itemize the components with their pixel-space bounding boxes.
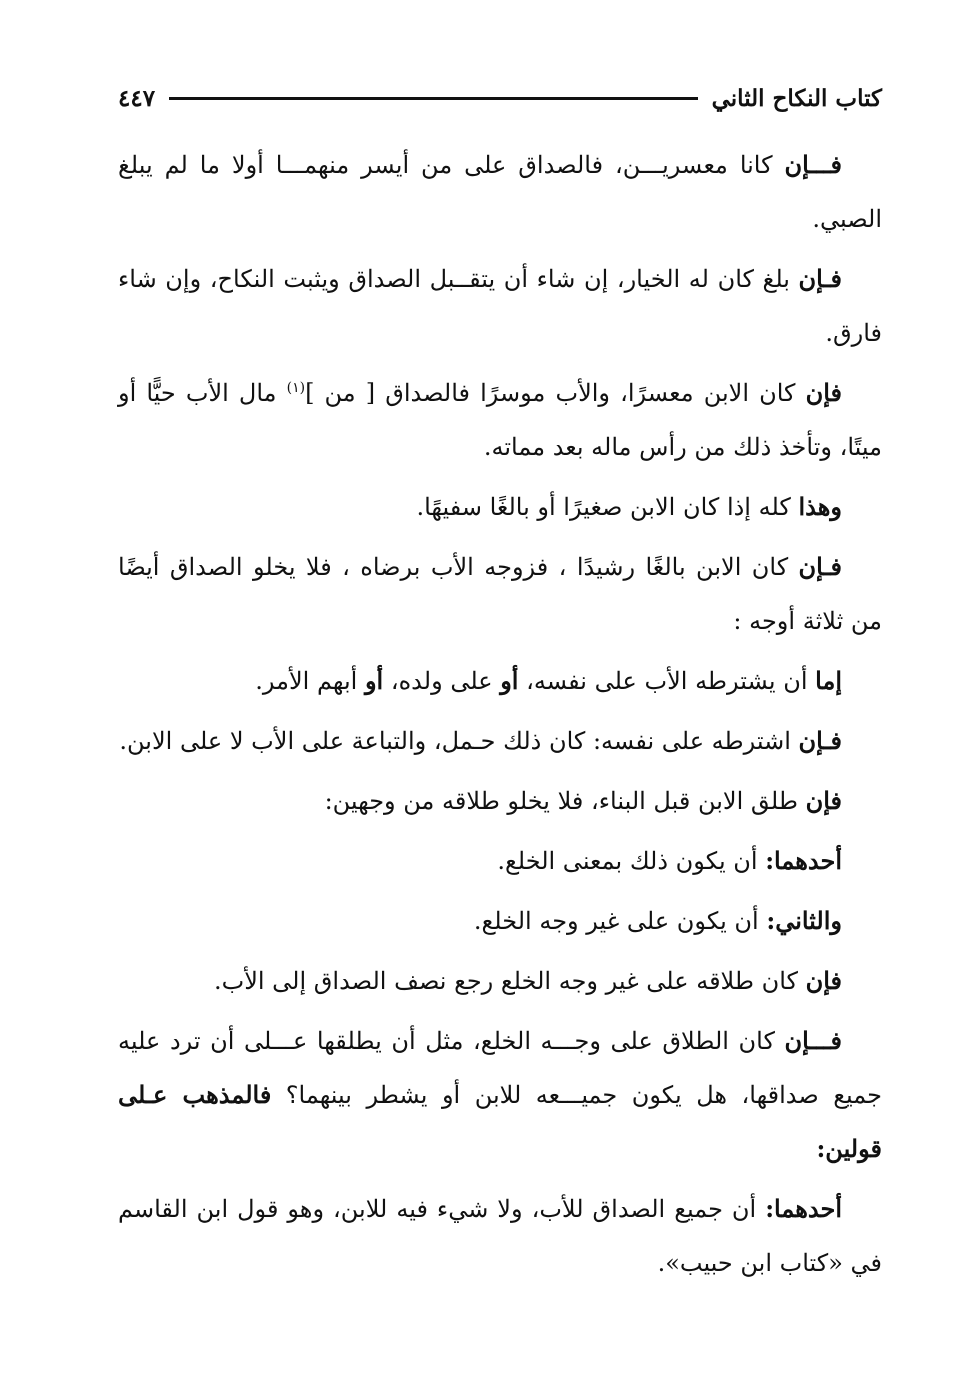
paragraph xyxy=(118,834,882,888)
emphasis: فالمذهب عـلى قولين: xyxy=(118,1080,882,1163)
paragraph-lead: فـــإن xyxy=(784,1026,842,1055)
paragraph-lead: وهذا xyxy=(798,492,842,521)
emphasis: أو xyxy=(500,666,519,695)
paragraph xyxy=(118,714,882,768)
paragraph-text: أن يكون على غير وجه الخلع. xyxy=(473,907,767,935)
paragraph-lead: أحدهما: xyxy=(765,1194,842,1223)
paragraph-lead: فإن xyxy=(805,966,842,995)
header-rule xyxy=(169,97,698,100)
paragraph-text: كله إذا كان الابن صغيرًا أو بالغًا سفيهًا. xyxy=(416,493,799,521)
paragraph-lead: أحدهما: xyxy=(765,846,842,875)
paragraph xyxy=(118,540,882,648)
paragraph-lead: فـإن xyxy=(798,264,842,293)
paragraph-text: كان الابن بالغًا رشيدًا ، فزوجه الأب برضاه ، فلا يخلو الصداق أيضًا من ثلاثة أوجه : xyxy=(118,553,882,635)
paragraph-text: كان طلاقه على غير وجه الخلع رجع نصف الصداق إلى الأب. xyxy=(213,967,806,995)
emphasis: أو xyxy=(364,666,384,695)
footnote-marker: (١) xyxy=(286,380,306,396)
paragraph-text: أن يشترطه الأب على نفسه، xyxy=(518,667,816,695)
page-number: ٤٤٧ xyxy=(118,84,156,112)
paragraph xyxy=(118,138,882,246)
paragraph-text: مال الأب حيًّا أو ميتًا، وتأخذ ذلك من رأس ماله بعد مماته. xyxy=(118,379,882,461)
paragraph-lead: فإن xyxy=(805,378,842,407)
paragraph xyxy=(118,252,882,360)
paragraph xyxy=(118,774,882,828)
paragraph xyxy=(118,954,882,1008)
paragraph xyxy=(118,480,882,534)
running-title: كتاب النكاح الثاني xyxy=(711,84,882,112)
paragraph-text: كان الابن معسرًا، والأب موسرًا فالصداق [ من ] xyxy=(305,379,806,407)
paragraph xyxy=(118,366,882,474)
page-body xyxy=(118,138,882,1296)
paragraph xyxy=(118,654,882,708)
paragraph-lead: فـــإن xyxy=(784,150,842,179)
paragraph-text: طلق الابن قبل البناء، فلا يخلو طلاقه من وجهين: xyxy=(324,787,806,815)
paragraph-lead: إما xyxy=(815,666,842,695)
paragraph-text: أن جميع الصداق للأب، ولا شيء فيه للابن، وهو قول ابن القاسم في «كتاب ابن حبيب». xyxy=(118,1195,882,1277)
paragraph-text: أبهم الأمر. xyxy=(255,667,365,695)
paragraph-text: كان الطلاق على وجـــه الخلع، مثل أن يطلقها عـــلى أن ترد عليه جميع صداقها، هل يكون جميـــعه للابن أو يشطر بينهما؟ xyxy=(118,1027,882,1109)
paragraph-text: كانا معسريـــن، فالصداق على من أيسر منهمـــا أولا ما لم يبلغ الصبي. xyxy=(118,151,882,233)
paragraph-lead: فـإن xyxy=(798,552,842,581)
paragraph-text: بلغ كان له الخيار، إن شاء أن يتقــبل الصداق ويثبت النكاح، وإن شاء فارق. xyxy=(118,265,882,347)
paragraph xyxy=(118,1182,882,1290)
paragraph-text: أن يكون ذلك بمعنى الخلع. xyxy=(497,847,766,875)
page-header xyxy=(118,78,882,118)
paragraph-text: على ولده، xyxy=(383,667,501,695)
paragraph-lead: والثاني: xyxy=(766,906,842,935)
paragraph-lead: فـإن xyxy=(798,726,842,755)
paragraph xyxy=(118,894,882,948)
paragraph xyxy=(118,1014,882,1176)
paragraph-text: اشترطه على نفسه: كان ذلك حـمل، والتباعة على الأب لا على الابن. xyxy=(119,727,799,755)
paragraph-lead: فإن xyxy=(805,786,842,815)
